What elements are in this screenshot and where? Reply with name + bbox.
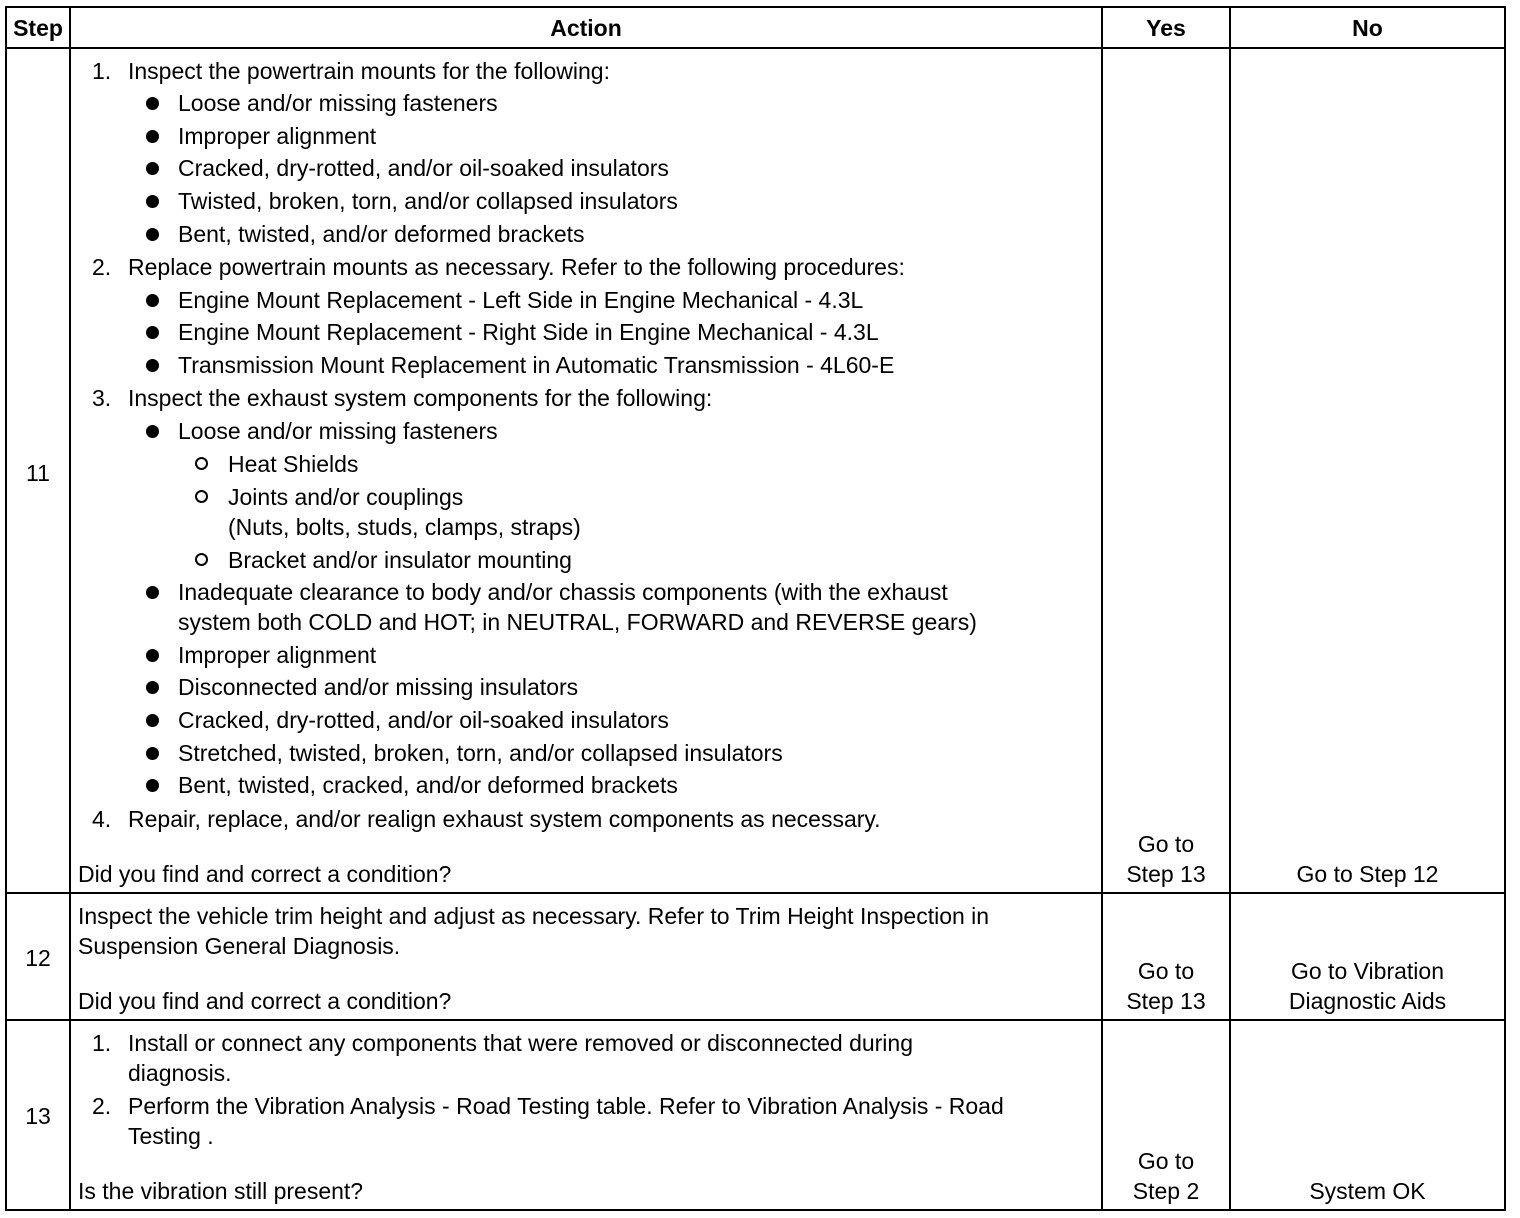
- bullet-icon: [146, 586, 159, 599]
- row-rule: [5, 892, 1506, 894]
- list-item: Inspect the powertrain mounts for the following:: [128, 58, 610, 84]
- bullet-icon: [146, 425, 159, 438]
- bullet-icon: [146, 681, 159, 694]
- list-item: Disconnected and/or missing insulators: [178, 674, 579, 700]
- bullet-icon: [146, 162, 159, 175]
- list-number: 4.: [92, 806, 112, 832]
- bullet-icon: [146, 326, 159, 339]
- header-step: Step: [13, 15, 63, 41]
- no-action: Go to Step 12: [1296, 861, 1439, 887]
- column-rule: [69, 6, 71, 1211]
- list-number: 1.: [92, 1030, 112, 1056]
- yes-action: Step 13: [1126, 861, 1206, 887]
- list-item: Cracked, dry-rotted, and/or oil-soaked insulators: [178, 707, 669, 733]
- no-action: Go to Vibration: [1290, 958, 1444, 984]
- header-yes: Yes: [1146, 15, 1186, 41]
- yes-action: Step 13: [1126, 988, 1206, 1014]
- list-item: Stretched, twisted, broken, torn, and/or collapsed insulators: [178, 740, 783, 766]
- sub-bullet-icon: [195, 553, 208, 566]
- list-item: Perform the Vibration Analysis - Road Testing table. Refer to Vibration Analysis - Road: [128, 1093, 1004, 1119]
- list-item: Transmission Mount Replacement in Automatic Transmission - 4L60-E: [178, 352, 895, 378]
- list-item: Loose and/or missing fasteners: [178, 90, 498, 116]
- instruction-line: Suspension General Diagnosis.: [78, 933, 401, 959]
- header-action: Action: [550, 15, 622, 41]
- list-item: Install or connect any components that were removed or disconnected during: [128, 1030, 913, 1056]
- list-item: Improper alignment: [178, 123, 377, 149]
- step-number: 12: [25, 945, 51, 971]
- list-item: Heat Shields: [228, 451, 359, 477]
- bullet-icon: [146, 649, 159, 662]
- list-item: system both COLD and HOT; in NEUTRAL, FORWARD and REVERSE gears): [178, 609, 977, 635]
- list-item: Testing .: [128, 1123, 214, 1149]
- list-item: Replace powertrain mounts as necessary. Refer to the following procedures:: [128, 254, 905, 280]
- sub-bullet-icon: [195, 457, 208, 470]
- question: Did you find and correct a condition?: [78, 861, 452, 887]
- bullet-icon: [146, 359, 159, 372]
- list-item: Cracked, dry-rotted, and/or oil-soaked insulators: [178, 155, 669, 181]
- list-item: Engine Mount Replacement - Right Side in Engine Mechanical - 4.3L: [178, 319, 879, 345]
- bullet-icon: [146, 195, 159, 208]
- list-item: Bent, twisted, and/or deformed brackets: [178, 221, 585, 247]
- column-rule: [1101, 6, 1103, 1211]
- instruction-line: Inspect the vehicle trim height and adjust as necessary. Refer to Trim Height Inspection in: [78, 903, 990, 929]
- list-number: 2.: [92, 254, 112, 280]
- no-action: Diagnostic Aids: [1288, 988, 1447, 1014]
- header-no: No: [1352, 15, 1383, 41]
- bullet-icon: [146, 228, 159, 241]
- list-item: Twisted, broken, torn, and/or collapsed insulators: [178, 188, 678, 214]
- list-item: diagnosis.: [128, 1060, 232, 1086]
- row-rule: [5, 1019, 1506, 1021]
- list-item: Inadequate clearance to body and/or chassis components (with the exhaust: [178, 579, 948, 605]
- step-number: 11: [26, 460, 50, 486]
- sub-bullet-icon: [195, 490, 208, 503]
- question: Did you find and correct a condition?: [78, 988, 452, 1014]
- list-number: 3.: [92, 385, 112, 411]
- yes-action: Go to: [1137, 1148, 1195, 1174]
- list-item: (Nuts, bolts, studs, clamps, straps): [228, 514, 581, 540]
- bullet-icon: [146, 747, 159, 760]
- list-item: Repair, replace, and/or realign exhaust system components as necessary.: [128, 806, 881, 832]
- bullet-icon: [146, 97, 159, 110]
- bullet-icon: [146, 779, 159, 792]
- step-number: 13: [25, 1103, 51, 1129]
- list-number: 1.: [92, 58, 112, 84]
- yes-action: Go to: [1137, 831, 1195, 857]
- yes-action: Go to: [1137, 958, 1195, 984]
- list-item: Loose and/or missing fasteners: [178, 418, 498, 444]
- list-item: Improper alignment: [178, 642, 377, 668]
- bullet-icon: [146, 714, 159, 727]
- no-action: System OK: [1309, 1178, 1426, 1204]
- list-number: 2.: [92, 1093, 112, 1119]
- question: Is the vibration still present?: [78, 1178, 364, 1204]
- column-rule: [1229, 6, 1231, 1211]
- list-item: Engine Mount Replacement - Left Side in Engine Mechanical - 4.3L: [178, 287, 864, 313]
- list-item: Joints and/or couplings: [228, 484, 464, 510]
- yes-action: Step 2: [1132, 1178, 1200, 1204]
- list-item: Inspect the exhaust system components for the following:: [128, 385, 713, 411]
- list-item: Bent, twisted, cracked, and/or deformed brackets: [178, 772, 678, 798]
- bullet-icon: [146, 130, 159, 143]
- bullet-icon: [146, 294, 159, 307]
- list-item: Bracket and/or insulator mounting: [228, 547, 572, 573]
